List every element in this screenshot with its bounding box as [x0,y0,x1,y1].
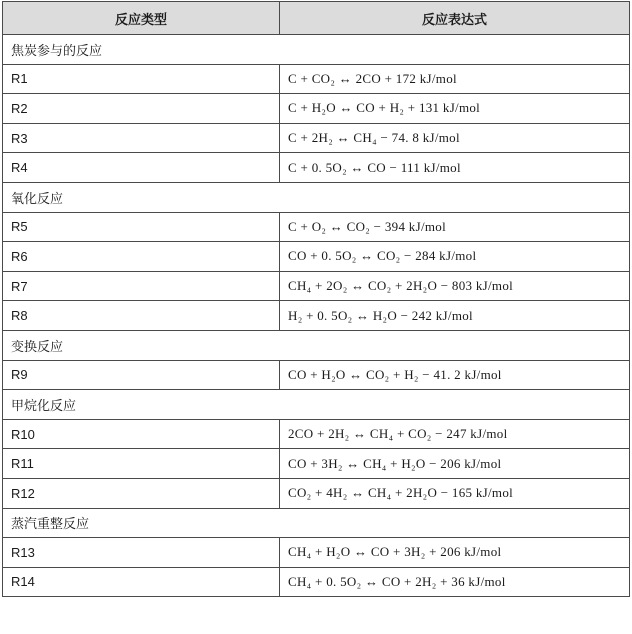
reaction-expression: 2CO + 2H₂ ↔ CH₄ + CO₂ − 247 kJ/mol [280,419,630,449]
reaction-expression: CH₄ + 0. 5O₂ ↔ CO + 2H₂ + 36 kJ/mol [280,567,630,597]
table-body [3,35,630,597]
reaction-id: R4 [3,153,280,183]
table-row [3,64,630,94]
table-row [3,478,630,508]
reaction-id: R10 [3,419,280,449]
reaction-id: R7 [3,271,280,301]
reaction-id: R3 [3,123,280,153]
table-header [3,2,630,35]
reaction-expression: C + CO₂ ↔ 2CO + 172 kJ/mol [280,64,630,94]
table-row [3,449,630,479]
group-title: 焦炭参与的反应 [3,35,630,65]
group-title: 变换反应 [3,330,630,360]
reaction-id: R1 [3,64,280,94]
table-row [3,94,630,124]
group-title: 氧化反应 [3,182,630,212]
table-row [3,212,630,242]
group-row [3,35,630,65]
reaction-id: R14 [3,567,280,597]
reaction-expression: CH₄ + 2O₂ ↔ CO₂ + 2H₂O − 803 kJ/mol [280,271,630,301]
reaction-expression: C + O₂ ↔ CO₂ − 394 kJ/mol [280,212,630,242]
reaction-expression: CO + H₂O ↔ CO₂ + H₂ − 41. 2 kJ/mol [280,360,630,390]
header-reaction-expression: 反应表达式 [280,2,630,35]
reaction-expression: CO + 3H₂ ↔ CH₄ + H₂O − 206 kJ/mol [280,449,630,479]
reaction-id: R11 [3,449,280,479]
table-row [3,153,630,183]
reaction-table [2,1,630,597]
reaction-id: R9 [3,360,280,390]
reaction-expression: CO + 0. 5O₂ ↔ CO₂ − 284 kJ/mol [280,242,630,272]
group-row [3,330,630,360]
group-row [3,182,630,212]
reaction-id: R13 [3,538,280,568]
table-row [3,301,630,331]
table-row [3,242,630,272]
reaction-id: R2 [3,94,280,124]
reaction-expression: H₂ + 0. 5O₂ ↔ H₂O − 242 kJ/mol [280,301,630,331]
header-reaction-type: 反应类型 [3,2,280,35]
group-title: 蒸汽重整反应 [3,508,630,538]
reaction-id: R12 [3,478,280,508]
table-row [3,123,630,153]
group-row [3,508,630,538]
reaction-id: R5 [3,212,280,242]
reaction-id: R6 [3,242,280,272]
reaction-expression: C + 2H₂ ↔ CH₄ − 74. 8 kJ/mol [280,123,630,153]
reaction-expression: CH₄ + H₂O ↔ CO + 3H₂ + 206 kJ/mol [280,538,630,568]
reaction-id: R8 [3,301,280,331]
group-row [3,390,630,420]
table-row [3,419,630,449]
table-row [3,538,630,568]
table-row [3,271,630,301]
table-row [3,567,630,597]
reaction-expression: CO₂ + 4H₂ ↔ CH₄ + 2H₂O − 165 kJ/mol [280,478,630,508]
reaction-expression: C + H₂O ↔ CO + H₂ + 131 kJ/mol [280,94,630,124]
table-row [3,360,630,390]
reaction-expression: C + 0. 5O₂ ↔ CO − 111 kJ/mol [280,153,630,183]
group-title: 甲烷化反应 [3,390,630,420]
header-row [3,2,630,35]
